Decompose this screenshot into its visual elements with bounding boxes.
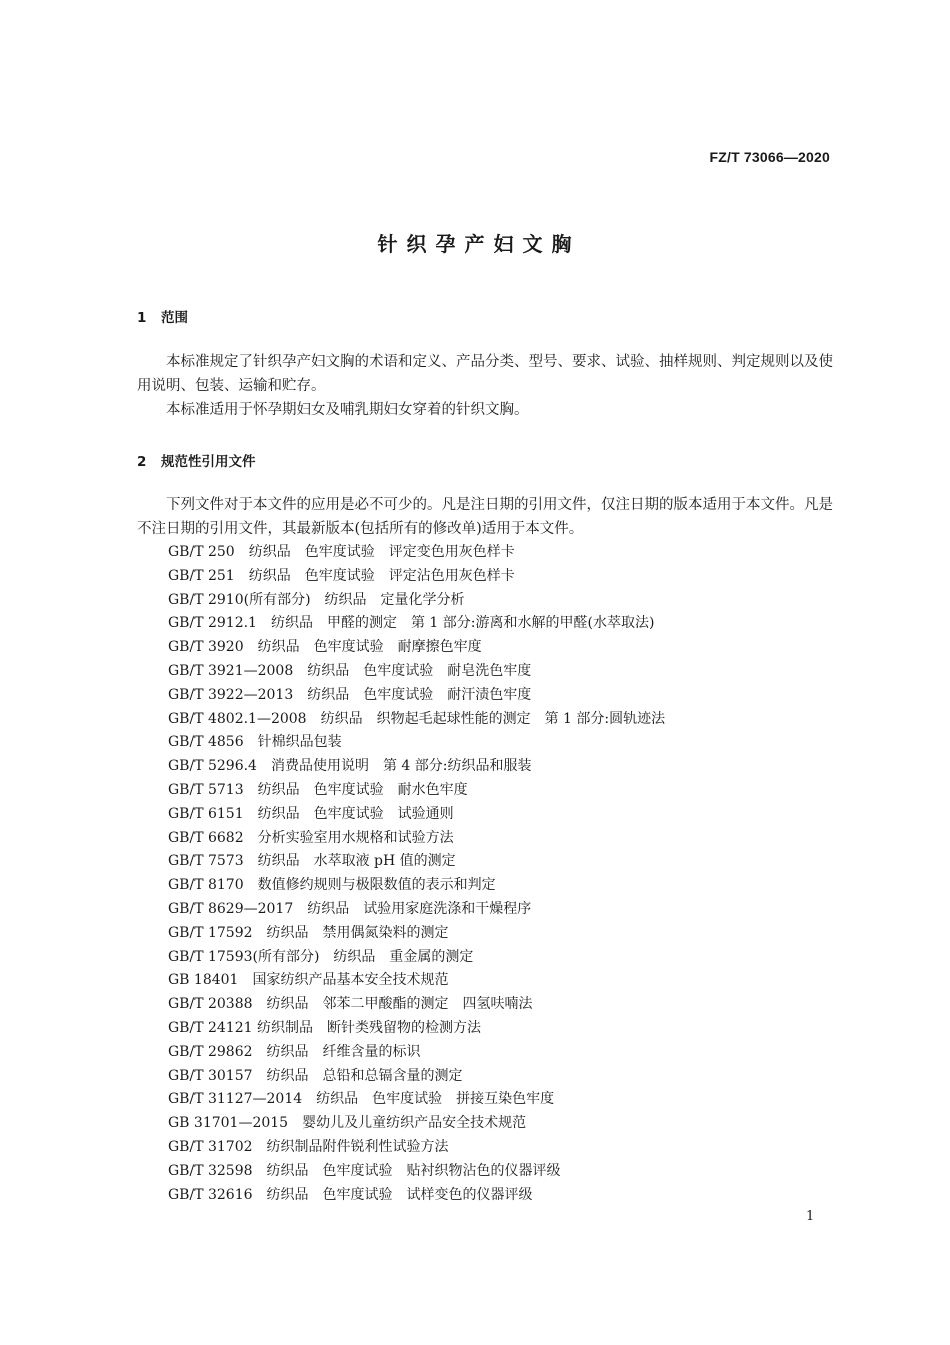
section-number: 1	[137, 310, 147, 326]
document-title: 针织孕产妇文胸	[377, 232, 581, 256]
reference-item: GB/T 251 纺织品 色牢度试验 评定沾色用灰色样卡	[168, 567, 515, 584]
scope-paragraph-2: 本标准适用于怀孕期妇女及哺乳期妇女穿着的针织文胸。	[166, 402, 529, 418]
reference-item: GB/T 250 纺织品 色牢度试验 评定变色用灰色样卡	[168, 544, 515, 560]
scope-paragraph-1: 本标准规定了针织孕产妇文胸的术语和定义、产品分类、型号、要求、试验、抽样规则、判定规则以及使用说明、包装、运输和贮存。	[137, 354, 833, 394]
reference-item: GB/T 31702 纺织制品附件锐利性试验方法	[168, 1138, 449, 1155]
reference-item: GB/T 3922—2013 纺织品 色牢度试验 耐汗渍色牢度	[168, 686, 532, 703]
section-title: 范围	[161, 310, 188, 326]
reference-item: GB/T 5713 纺织品 色牢度试验 耐水色牢度	[168, 781, 468, 798]
normative-references-list	[168, 541, 665, 1207]
section-number: 2	[137, 454, 147, 470]
reference-item: GB/T 20388 纺织品 邻苯二甲酸酯的测定 四氢呋喃法	[168, 996, 533, 1013]
reference-item: GB/T 3921—2008 纺织品 色牢度试验 耐皂洗色牢度	[168, 662, 532, 679]
references-intro-paragraph: 下列文件对于本文件的应用是必不可少的。凡是注日期的引用文件，仅注日期的版本适用于本文件。凡是不注日期的引用文件，其最新版本(包括所有的修改单)适用于本文件。	[137, 497, 833, 537]
reference-item: GB/T 4856 针棉织品包装	[168, 734, 342, 751]
reference-item: GB/T 17592 纺织品 禁用偶氮染料的测定	[168, 924, 449, 941]
reference-item: GB/T 6151 纺织品 色牢度试验 试验通则	[168, 805, 454, 822]
reference-item: GB 18401 国家纺织产品基本安全技术规范	[168, 972, 449, 989]
section-2-heading	[137, 450, 256, 470]
reference-item: GB/T 29862 纺织品 纤维含量的标识	[168, 1043, 421, 1060]
reference-item: GB/T 31127—2014 纺织品 色牢度试验 拼接互染色牢度	[168, 1091, 555, 1108]
section-title: 规范性引用文件	[161, 454, 256, 470]
reference-item: GB/T 32616 纺织品 色牢度试验 试样变色的仪器评级	[168, 1186, 533, 1203]
section-1-heading	[137, 306, 188, 326]
reference-item: GB/T 30157 纺织品 总铅和总镉含量的测定	[168, 1067, 463, 1084]
reference-item: GB/T 2910(所有部分) 纺织品 定量化学分析	[168, 591, 465, 608]
reference-item: GB/T 4802.1—2008 纺织品 织物起毛起球性能的测定 第 1 部分:圆轨迹法	[168, 710, 666, 727]
reference-item: GB/T 8170 数值修约规则与极限数值的表示和判定	[168, 877, 496, 894]
standard-code: FZ/T 73066—2020	[709, 149, 830, 165]
reference-item: GB/T 6682 分析实验室用水规格和试验方法	[168, 829, 454, 846]
reference-item: GB/T 3920 纺织品 色牢度试验 耐摩擦色牢度	[168, 639, 482, 656]
reference-item: GB/T 2912.1 纺织品 甲醛的测定 第 1 部分:游离和水解的甲醛(水萃取法)	[168, 615, 655, 632]
reference-item: GB/T 5296.4 消费品使用说明 第 4 部分:纺织品和服装	[168, 758, 532, 775]
reference-item: GB 31701—2015 婴幼儿及儿童纺织产品安全技术规范	[168, 1115, 527, 1132]
page-number: 1	[806, 1209, 815, 1224]
reference-item: GB/T 32598 纺织品 色牢度试验 贴衬织物沾色的仪器评级	[168, 1162, 561, 1179]
reference-item: GB/T 17593(所有部分) 纺织品 重金属的测定	[168, 948, 474, 965]
reference-item: GB/T 7573 纺织品 水萃取液 pH 值的测定	[168, 853, 456, 870]
reference-item: GB/T 8629—2017 纺织品 试验用家庭洗涤和干燥程序	[168, 900, 532, 917]
reference-item: GB/T 24121 纺织制品 断针类残留物的检测方法	[168, 1019, 481, 1036]
